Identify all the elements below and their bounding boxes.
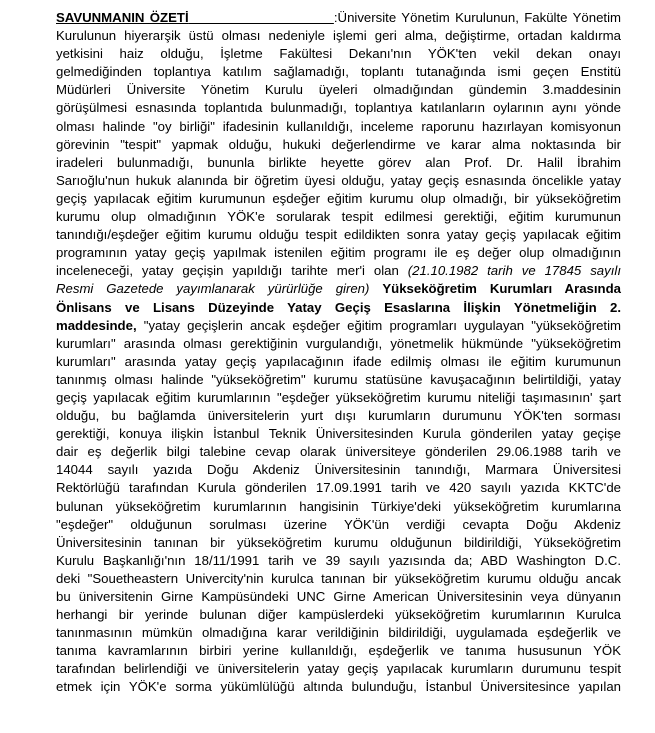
text-segment: Sarıoğlu'nun hukuk alanında bir öğretim üyesi olduğu, yatay geçiş esnasında öncelikle yatay xyxy=(56,172,621,188)
text-segment: olduğu, bu bağlamda üniversitelerin yurt dışı kurumların durumunu YÖK'ten sorması xyxy=(56,408,621,424)
text-segment: etmek için YÖK'e sorma yükümlülüğü altında bulunduğu, İstanbul Üniversitesince yapılan xyxy=(56,679,621,695)
text-segment: maddesinde, xyxy=(56,317,144,333)
text-segment: Üniversitesinin tanınan bir yükseköğretim kurumu olduğunun bildirildiği, Yükseköğretim xyxy=(56,534,621,550)
text-segment: inceleneceği, yatay geçişin yapıldığı tarihte mer'i olan xyxy=(56,263,408,279)
text-segment: Yükseköğretim Kurumları Arasında xyxy=(382,281,621,297)
text-line xyxy=(56,642,621,660)
text-segment: kurumları" arasında olması gerektiğinin vurgulandığı, yönetmelik hükmünde "yükseköğretim xyxy=(56,335,621,351)
text-segment: "yatay geçişlerin ancak eşdeğer eğitim programları uygulayan "yükseköğretim xyxy=(143,317,621,333)
text-line xyxy=(56,461,621,479)
text-line xyxy=(56,118,621,136)
text-segment: geçiş yapılacak eğitim kurumlarının "eşdeğer yükseköğretim kurumu niteliği taşımasının' şart xyxy=(56,389,621,405)
text-segment: tanınmasının mümkün olmadığına karar verildiğinin bildirildiği, uygulamada eşdeğerlik ve xyxy=(56,625,621,641)
text-line xyxy=(56,27,621,45)
text-line xyxy=(56,317,621,335)
text-line xyxy=(56,479,621,497)
first-line xyxy=(56,9,621,27)
text-line xyxy=(56,660,621,678)
text-segment: :Üniversite Yönetim Kurulunun, Fakülte Yönetim xyxy=(333,10,621,25)
text-segment: görevinin "tespit" yapmak olduğu, hukuki değerlendirme ve karar alma noktasında bir xyxy=(56,136,621,152)
text-segment: 14044 sayılı yazıda Doğu Akdeniz Üniversitesinin tanındığı, Marmara Üniversitesi xyxy=(56,462,621,478)
text-line xyxy=(56,570,621,588)
text-segment: geçiş yapılacak eğitim kurumunun eşdeğer eğitim kurumu olup olmadığı, bir yükseköğretim xyxy=(56,190,621,206)
text-line xyxy=(56,262,621,280)
text-segment: Önlisans ve Lisans Düzeyinde Yatay Geçiş Esaslarına İlişkin Yönetmeliğin 2. xyxy=(56,299,621,315)
text-line xyxy=(56,678,621,696)
text-segment: Resmi Gazetede yayımlanarak yürürlüğe giren) xyxy=(56,281,383,297)
text-line xyxy=(56,443,621,461)
text-segment: iradeleri bulunmadığı, bununla birlikte heyette görev alan Prof. Dr. Halil İbrahim xyxy=(56,154,621,170)
text-segment: bu üniversitenin Girne Kampüsündeki UNC Girne American Üniversitesinin veya dünyanın xyxy=(56,589,621,604)
text-segment: Kurulu Başkanlığı'nın 18/11/1991 tarih ve 39 sayılı yazısında da; ABD Washington D.C. xyxy=(56,552,621,568)
text-line xyxy=(56,389,621,407)
text-line xyxy=(56,371,621,389)
text-segment: "eşdeğer" olduğunun sorulması üzerine YÖK'ün verdiği cevapta Doğu Akdeniz xyxy=(56,516,621,532)
text-line xyxy=(56,63,621,81)
text-segment: (21.10.1982 tarih ve 17845 sayılı xyxy=(407,263,621,279)
text-line xyxy=(334,10,621,25)
text-line xyxy=(56,81,621,99)
text-segment: kurumları" arasında yatay geçiş yapılacağının ifade edilmiş olması ile eğitim kurumunun xyxy=(56,353,621,369)
text-line xyxy=(56,425,621,443)
text-segment: herhangi bir yerinde bulunan diğer kampüslerdeki yükseköğretim kurumlarının Kurulca xyxy=(56,607,621,623)
text-segment: tanınmış olması halinde "yükseköğretim" kurumu statüsüne kavuşacağının belirtildiği, yatay xyxy=(56,371,621,387)
text-line xyxy=(56,516,621,534)
heading-underline-gap xyxy=(189,10,334,25)
text-line xyxy=(56,552,621,570)
document-body xyxy=(56,9,621,697)
text-line xyxy=(56,353,621,371)
text-segment: tanındığı/eşdeğer eğitim kurumu olduğu tespit edildikten sonra yatay geçiş yapılacak eğitim xyxy=(56,227,621,243)
text-line xyxy=(56,407,621,425)
text-segment: yetkisini haiz olduğu, İşletme Fakültesi Dekanı'nın YÖK'ten vekil dekan onayı xyxy=(56,46,621,62)
text-segment: kurumu olup olmadığının YÖK'e sorularak tespit edilmesi gerektiği, eğitim kurumunun xyxy=(56,209,621,225)
text-segment: görüşülmesi esnasında toplantıda bulunmadığı, toplantıya katılanların oylarının aynı yönde xyxy=(56,100,621,116)
text-line xyxy=(56,99,621,117)
text-segment: Kurulunun hiyerarşik üstü olması nedeniyle işlemi geri alma, değiştirme, ortadan kaldırma xyxy=(56,28,621,44)
text-line xyxy=(56,244,621,262)
text-segment: Müdürleri Üniversite Yönetim Kurulu üyeleri olmadığından gündemin 3.maddesinin xyxy=(56,82,621,98)
text-segment: programının yatay geçiş yapılmak istenilen eğitim programı ile eş değer olup olmadığının xyxy=(56,245,621,261)
text-segment: gerektiği, konuya ilişkin İstanbul Teknik Üniversitesinden Kurula gönderilen yatay geçişe xyxy=(56,426,621,442)
text-lines xyxy=(56,27,621,696)
text-line xyxy=(56,606,621,624)
text-segment: dair eş değerlik bilgi talebine cevap olarak üniversiteye gönderilen 29.06.1988 tarih ve xyxy=(56,444,621,460)
text-line xyxy=(56,190,621,208)
text-segment: olması halinde "oy birliği" ifadesinin kullanıldığı, inceleme raporunu hazırlayan komisyonun xyxy=(56,118,621,134)
text-segment: Rektörlüğü tarafından Kurula gönderilen 17.09.1991 tarih ve 420 sayılı yazıda KKTC'de xyxy=(56,480,621,496)
text-segment: gelmediğinden toplantıya katılım sağlamadığı, toplantı tutanağında ismi geçen Enstitü xyxy=(56,64,621,80)
text-line xyxy=(56,498,621,516)
text-line xyxy=(56,208,621,226)
section-heading: SAVUNMANIN ÖZETİ xyxy=(56,10,189,25)
text-line xyxy=(56,280,621,298)
text-line xyxy=(56,45,621,63)
text-line xyxy=(56,172,621,190)
text-segment: tarafından belirlendiği ve üniversitelerin yatay geçiş yapılacak kurumların durumunu tespit xyxy=(56,661,621,677)
text-line xyxy=(56,154,621,172)
text-line xyxy=(56,136,621,154)
text-line xyxy=(56,588,621,606)
text-line xyxy=(56,624,621,642)
text-line xyxy=(56,226,621,244)
text-line xyxy=(56,335,621,353)
text-segment: bulunan yükseköğretim kurumlarının hangisinin Türkiye'deki yükseköğretim kurumlarına xyxy=(56,498,621,514)
text-segment: deki "Souetheastern Univercity'nin kurulca tanınan bir yükseköğretim kurumu olduğu ancak xyxy=(56,570,621,586)
text-segment: tanıma kavramlarının birbiri yerine kullanıldığı, eşdeğerlik ve tanıma hususunun YÖK xyxy=(56,643,621,659)
text-line xyxy=(56,299,621,317)
text-line xyxy=(56,534,621,552)
